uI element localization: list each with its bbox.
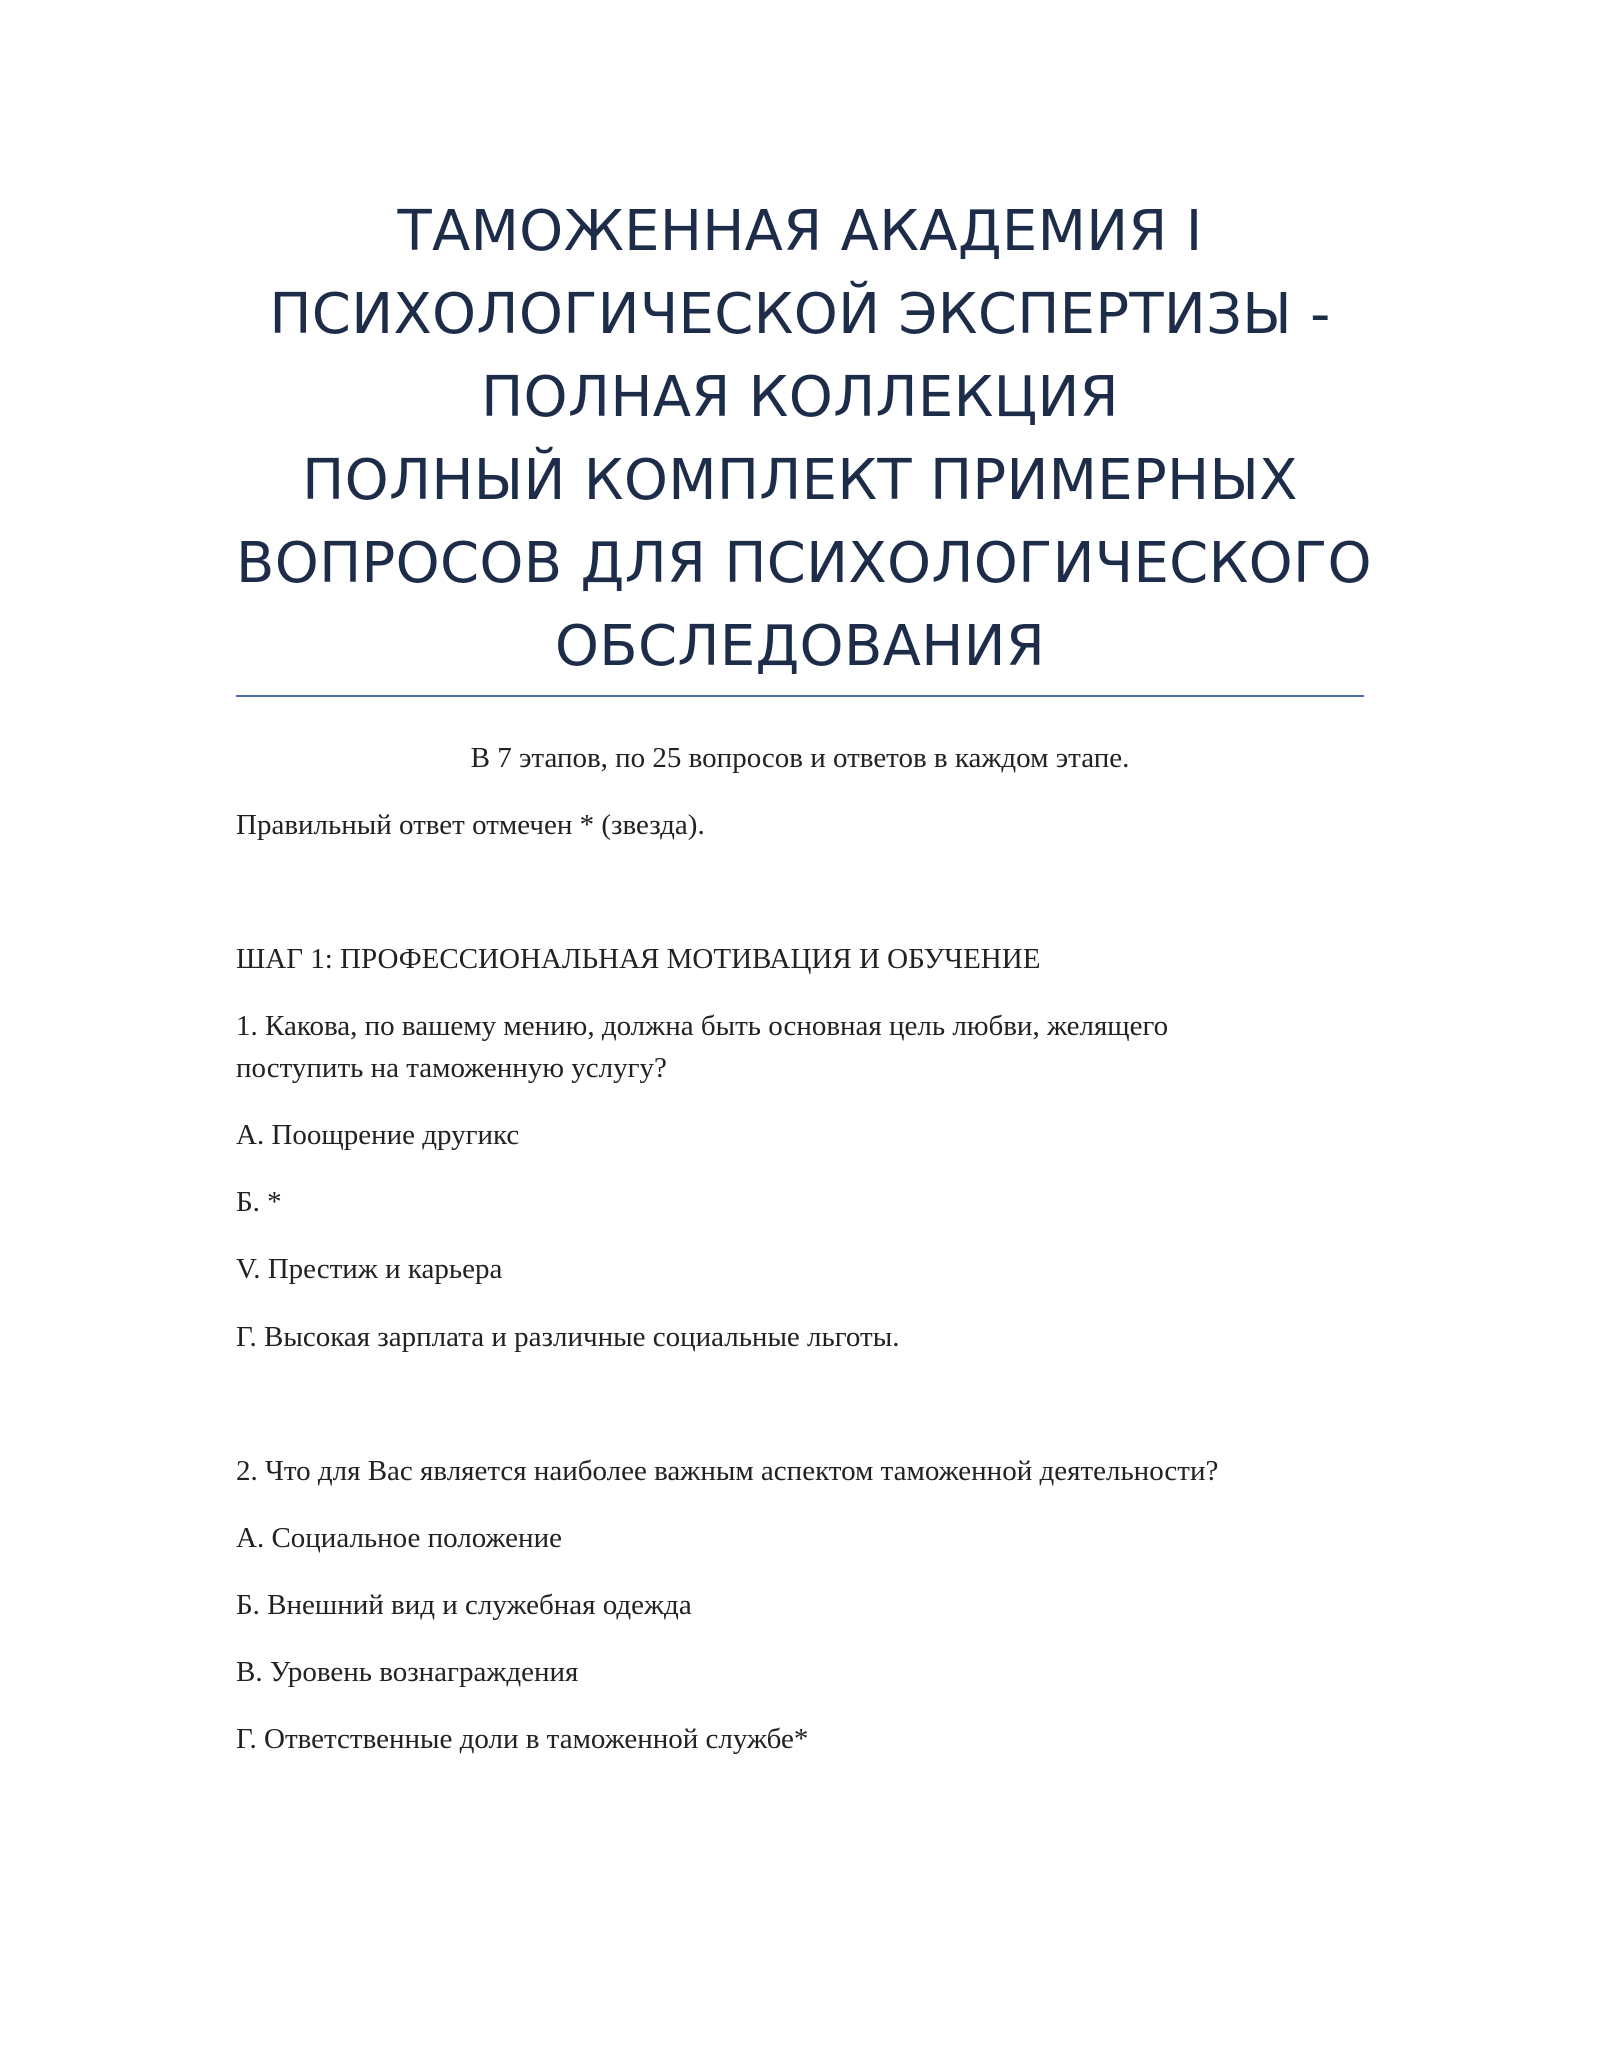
question-2-line-1: 2. Что для Вас является наиболее важным аспектом таможенной деятельности? <box>236 1455 1219 1487</box>
intro-stages-line: В 7 этапов, по 25 вопросов и ответов в каждом этапе. <box>470 742 1130 774</box>
title-line: ПОЛНЫЙ КОМПЛЕКТ ПРИМЕРНЫХ <box>302 448 1298 513</box>
title-line: ОБСЛЕДОВАНИЯ <box>554 614 1046 679</box>
question-2-option-b: Б. Внешний вид и служебная одежда <box>236 1589 692 1621</box>
question-1-line-2: поступить на таможенную услугу? <box>236 1052 667 1084</box>
step-heading: ШАГ 1: ПРОФЕССИОНАЛЬНАЯ МОТИВАЦИЯ И ОБУЧЕНИЕ <box>236 943 1041 975</box>
question-1-line-1: 1. Какова, по вашему мению, должна быть основная цель любви, желящего <box>236 1010 1169 1042</box>
question-2-option-a: А. Социальное положение <box>236 1522 562 1554</box>
title-line: ПСИХОЛОГИЧЕСКОЙ ЭКСПЕРТИЗЫ - <box>269 282 1331 347</box>
title-line: ВОПРОСОВ ДЛЯ ПСИХОЛОГИЧЕСКОГО <box>236 531 1372 596</box>
question-1-option-b: Б. * <box>236 1186 282 1218</box>
question-2-option-v: В. Уровень вознаграждения <box>236 1656 579 1688</box>
intro-marker-line: Правильный ответ отмечен * (звезда). <box>236 809 705 841</box>
title-line: ТАМОЖЕННАЯ АКАДЕМИЯ I <box>397 199 1203 264</box>
title-line: ПОЛНАЯ КОЛЛЕКЦИЯ <box>481 365 1119 430</box>
document-title <box>236 190 1372 688</box>
question-1-option-g: Г. Высокая зарплата и различные социальные льготы. <box>236 1321 900 1353</box>
question-1-option-a: А. Поощрение другикс <box>236 1119 520 1151</box>
title-divider <box>236 695 1364 697</box>
question-2-option-g: Г. Ответственные доли в таможенной службе* <box>236 1723 809 1755</box>
question-1-option-v: V. Престиж и карьера <box>236 1253 503 1285</box>
